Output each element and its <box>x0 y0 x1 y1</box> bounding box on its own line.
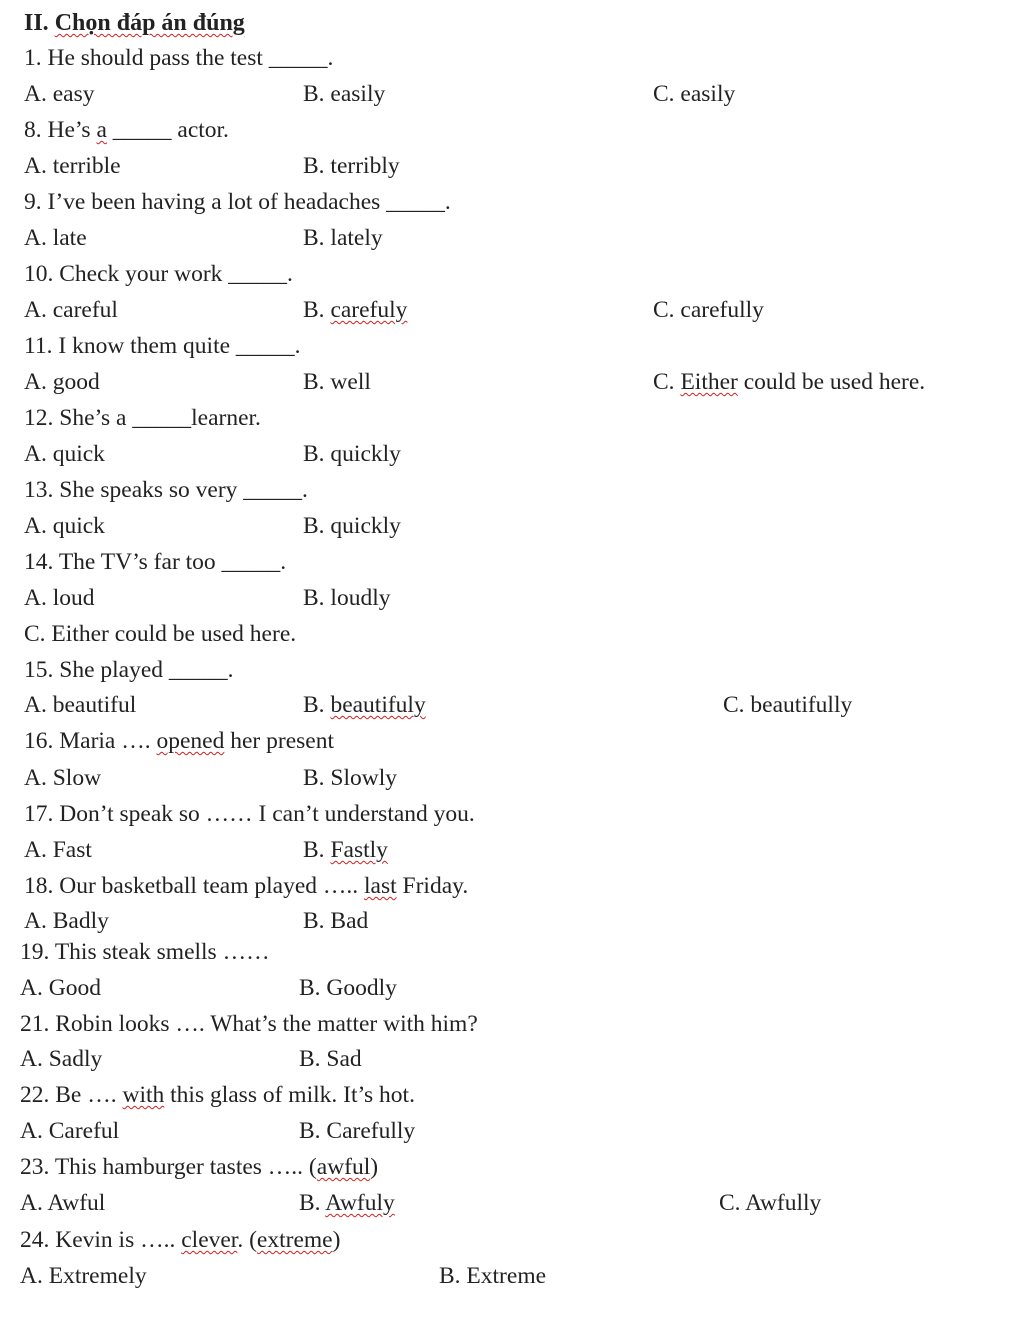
option-9a: A. late <box>24 225 87 251</box>
option-24a: A. Extremely <box>20 1263 147 1289</box>
option-12a: A. quick <box>24 441 105 467</box>
option-19b: B. Goodly <box>299 975 397 1001</box>
question-21: 21. Robin looks …. What’s the matter with him? <box>20 1011 478 1037</box>
option-18b: B. Bad <box>303 908 369 934</box>
option-23a: A. Awful <box>20 1190 106 1216</box>
option-10c: C. carefully <box>653 297 764 323</box>
question-9: 9. I’ve been having a lot of headaches _____. <box>24 189 451 215</box>
option-21a: A. Sadly <box>20 1046 103 1072</box>
question-15: 15. She played _____. <box>24 657 234 683</box>
section-heading-title: Chọn đáp án đúng <box>54 10 245 36</box>
option-11a: A. good <box>24 369 100 395</box>
option-11c: C. Either could be used here. <box>653 369 926 395</box>
option-17b: B. Fastly <box>303 837 388 863</box>
question-19: 19. This steak smells …… <box>20 939 270 965</box>
question-16: 16. Maria …. opened her present <box>24 728 334 754</box>
option-11b: B. well <box>303 369 371 395</box>
question-17: 17. Don’t speak so …… I can’t understand you. <box>24 801 475 827</box>
section-heading-prefix: II. <box>24 10 55 36</box>
option-14a: A. loud <box>24 585 95 611</box>
question-8: 8. He’s a _____ actor. <box>24 117 229 143</box>
option-24b: B. Extreme <box>439 1263 547 1289</box>
section-heading <box>24 8 245 38</box>
question-13: 13. She speaks so very _____. <box>24 477 308 503</box>
option-23b: B. Awfuly <box>299 1190 395 1216</box>
question-18: 18. Our basketball team played ….. last Friday. <box>24 873 469 899</box>
option-19a: A. Good <box>20 975 101 1001</box>
option-15c: C. beautifully <box>723 692 853 718</box>
option-13a: A. quick <box>24 513 105 539</box>
question-12: 12. She’s a _____learner. <box>24 405 261 431</box>
option-18a: A. Badly <box>24 908 109 934</box>
option-16a: A. Slow <box>24 765 102 791</box>
option-10a: A. careful <box>24 297 118 323</box>
option-17a: A. Fast <box>24 837 92 863</box>
option-22b: B. Carefully <box>299 1118 416 1144</box>
option-1c: C. easily <box>653 81 736 107</box>
option-8a: A. terrible <box>24 153 121 179</box>
question-22: 22. Be …. with this glass of milk. It’s hot. <box>20 1082 415 1108</box>
option-16b: B. Slowly <box>303 765 398 791</box>
question-24: 24. Kevin is ….. clever. (extreme) <box>20 1227 341 1253</box>
question-11: 11. I know them quite _____. <box>24 333 301 359</box>
option-1b: B. easily <box>303 81 386 107</box>
option-15a: A. beautiful <box>24 692 137 718</box>
option-14b: B. loudly <box>303 585 391 611</box>
option-1a: A. easy <box>24 81 95 107</box>
option-9b: B. lately <box>303 225 383 251</box>
question-23: 23. This hamburger tastes ….. (awful) <box>20 1154 379 1180</box>
option-21b: B. Sad <box>299 1046 362 1072</box>
option-15b: B. beautifuly <box>303 692 426 718</box>
option-14c: C. Either could be used here. <box>24 621 297 647</box>
option-13b: B. quickly <box>303 513 401 539</box>
question-10: 10. Check your work _____. <box>24 261 293 287</box>
option-8b: B. terribly <box>303 153 400 179</box>
question-14: 14. The TV’s far too _____. <box>24 549 287 575</box>
option-22a: A. Careful <box>20 1118 120 1144</box>
question-1: 1. He should pass the test _____. <box>24 45 334 71</box>
option-10b: B. carefuly <box>303 297 408 323</box>
option-12b: B. quickly <box>303 441 401 467</box>
option-23c: C. Awfully <box>719 1190 822 1216</box>
